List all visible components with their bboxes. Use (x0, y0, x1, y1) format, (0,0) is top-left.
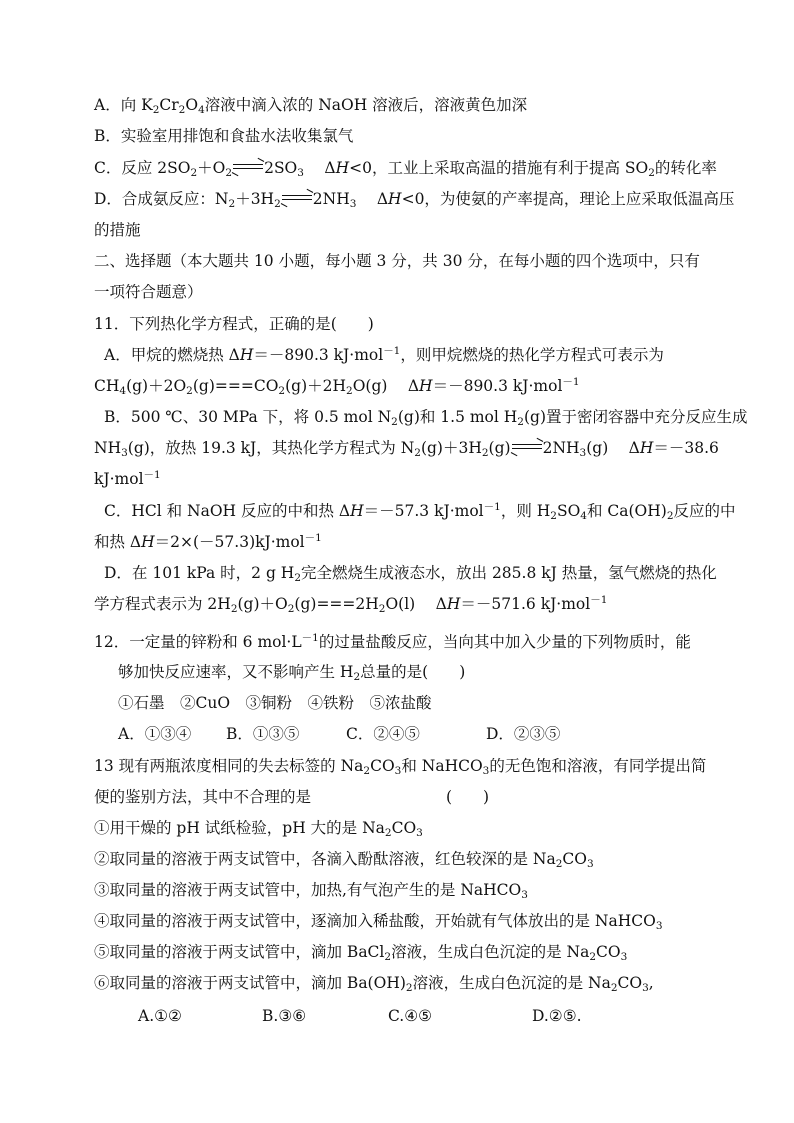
q12-stem-cont: 够加快反应速率，又不影响产生 $H_2$总量的是( ) (118, 663, 466, 683)
q11-option-c: C．HCl 和 NaOH 反应的中和热 ΔH＝－57.3 kJ·mol$^{-1}$，则 $H_2SO_4$和 $Ca(OH)_2$反应的中 (104, 501, 736, 522)
section-heading: 二、选择题（本大题共 10 小题，每小题 3 分，共 30 分，在每小题的四个选项中，只有 (94, 252, 700, 270)
q11-option-a-equation: $CH_4(g)+2O_2(g)===CO_2(g)+2H_2O(g)$ ΔH＝－890.3 kJ·mol$^{-1}$ (94, 376, 580, 397)
q12-stem: 12．一定量的锌粉和 6 $mol\cdot L^{-1}$的过量盐酸反应，当向其中加入少量的下列物质时，能 (94, 632, 691, 651)
reversible-arrow-icon (282, 194, 312, 202)
q13-choice-d: D.②⑤. (532, 1007, 582, 1025)
q11-option-d: D．在 101 kPa 时，2 g $H_2$完全燃烧生成液态水，放出 285.8 kJ 热量，氢气燃烧的热化 (104, 564, 717, 584)
q10-option-d: D．合成氨反应：$N_2+3H_2$ $2NH_3$ ΔH<0，为使氨的产率提高，理论上应采取低温高压 (94, 190, 735, 210)
q13-statement-1: ①用干燥的 pH 试纸检验，pH 大的是 $Na_2CO_3$ (94, 819, 423, 839)
q10-option-a: A．向 $K_2Cr_2O_4$溶液中滴入浓的 NaOH 溶液后，溶液黄色加深 (94, 96, 528, 116)
q10-option-d-cont: 的措施 (94, 221, 141, 239)
q11-option-c-cont: 和热 ΔH＝2×(－57.3)kJ·mol$^{-1}$ (94, 532, 322, 551)
q11-option-d-equation: 学方程式表示为 $2H_2(g)+O_2(g)===2H_2O(l)$ ΔH＝－571.6 kJ·mol$^{-1}$ (94, 594, 608, 615)
q13-statement-3: ③取同量的溶液于两支试管中，加热,有气泡产生的是 NaHCO$_3$ (94, 881, 528, 901)
q10-option-c: C．反应 $2SO_2+O_2$ $2SO_3$ ΔH<0，工业上采取高温的措施有利于提高 $SO_2$的转化率 (94, 159, 717, 179)
section-heading-cont: 一项符合题意） (94, 283, 203, 301)
q12-choice-d: D．②③⑤ (486, 725, 561, 743)
q12-choice-b: B．①③⑤ (226, 725, 300, 743)
q12-choice-a: A．①③④ (118, 725, 192, 743)
q11-option-b-equation: $NH_3(g)$，放热 19.3 kJ，其热化学方程式为 $N_2(g)+3H_2(g)$ $2NH_3(g)$ ΔH＝－38.6 (94, 439, 719, 459)
q13-statement-5: ⑤取同量的溶液于两支试管中，滴加 BaCl$_2$溶液，生成白色沉淀的是 $Na_2CO_3$ (94, 943, 628, 963)
q11-stem: 11．下列热化学方程式，正确的是( ) (94, 315, 374, 333)
q13-choice-b: B.③⑥ (262, 1007, 307, 1025)
q13-answer-blank: ( ) (446, 788, 490, 806)
q13-choice-a: A.①② (138, 1007, 182, 1025)
q13-statement-2: ②取同量的溶液于两支试管中，各滴入酚酞溶液，红色较深的是 $Na_2CO_3$ (94, 850, 594, 870)
q11-option-b: B．500 ℃、30 MPa 下，将 0.5 mol $N_2(g)$和 1.5 mol $H_2(g)$置于密闭容器中充分反应生成 (104, 408, 748, 428)
q13-choice-c: C.④⑤ (388, 1007, 433, 1025)
reversible-arrow-icon (512, 443, 542, 451)
q13-stem: 13 现有两瓶浓度相同的失去标签的 $Na_2CO_3$和 NaHCO$_3$的无色饱和溶液，有同学提出简 (94, 757, 707, 777)
q11-option-b-unit: kJ·mol$^{-1}$ (94, 469, 161, 488)
q12-substances: ①石墨 ②CuO ③铜粉 ④铁粉 ⑤浓盐酸 (118, 694, 432, 712)
q13-stem-cont: 便的鉴别方法，其中不合理的是 (94, 788, 312, 806)
q13-statement-4: ④取同量的溶液于两支试管中，逐滴加入稀盐酸，开始就有气体放出的是 NaHCO$_3$ (94, 912, 663, 932)
q11-option-a: A．甲烷的燃烧热 ΔH＝－890.3 kJ·mol$^{-1}$，则甲烷燃烧的热化学方程式可表示为 (104, 345, 664, 364)
q10-option-b: B．实验室用排饱和食盐水法收集氯气 (94, 127, 354, 145)
q12-choice-c: C．②④⑤ (346, 725, 420, 743)
q13-statement-6: ⑥取同量的溶液于两支试管中，滴加 $Ba(OH)_2$溶液，生成白色沉淀的是 $Na_2CO_3$, (94, 974, 654, 994)
reversible-arrow-icon (233, 163, 263, 171)
